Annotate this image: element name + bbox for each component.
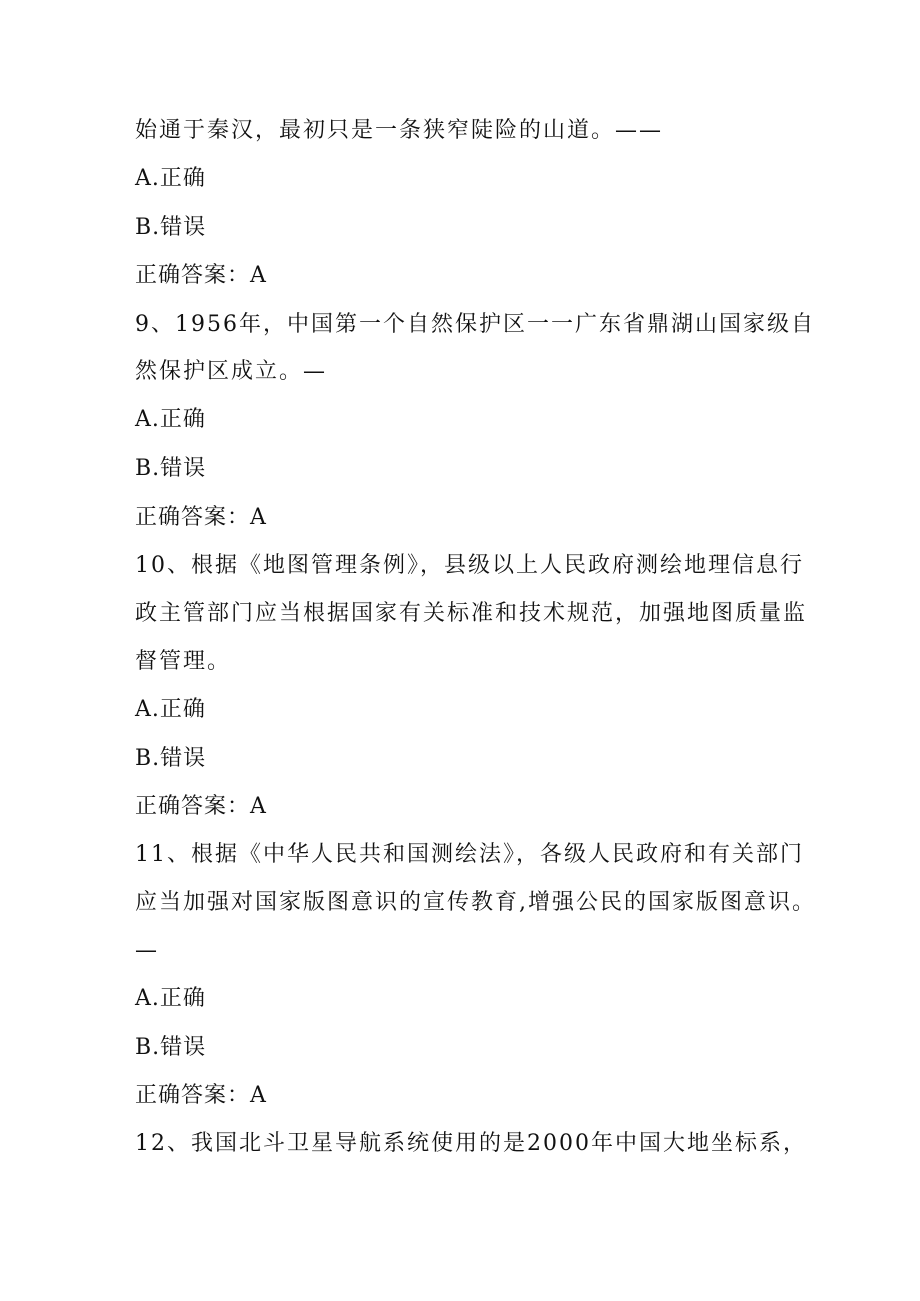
- question-text-line: 12、我国北斗卫星导航系统使用的是2000年中国大地坐标系，: [135, 1131, 807, 1156]
- correct-answer: 正确答案：A: [135, 1083, 267, 1108]
- question-text-line: 9、1956年，中国第一个自然保护区一一广东省鼎湖山国家级自: [135, 312, 815, 337]
- option-b: B.错误: [135, 1035, 207, 1060]
- correct-answer: 正确答案：A: [135, 263, 267, 288]
- option-a: A.正确: [135, 166, 206, 191]
- question-text-line: 11、根据《中华人民共和国测绘法》，各级人民政府和有关部门: [135, 842, 804, 867]
- option-a: A.正确: [135, 697, 206, 722]
- option-a: A.正确: [135, 986, 206, 1011]
- correct-answer: 正确答案：A: [135, 505, 267, 530]
- option-a: A.正确: [135, 407, 206, 432]
- question-text-line: 10、根据《地图管理条例》，县级以上人民政府测绘地理信息行: [135, 553, 804, 578]
- correct-answer: 正确答案：A: [135, 794, 267, 819]
- question-text-line: 始通于秦汉，最初只是一条狭窄陡险的山道。——: [135, 118, 664, 143]
- question-text-line: 应当加强对国家版图意识的宣传教育,增强公民的国家版图意识。: [135, 890, 816, 915]
- question-text-line: 督管理。: [135, 649, 232, 674]
- option-b: B.错误: [135, 746, 207, 771]
- question-text-line: —: [135, 938, 159, 963]
- question-text-line: 政主管部门应当根据国家有关标准和技术规范，加强地图质量监: [135, 601, 808, 626]
- option-b: B.错误: [135, 456, 207, 481]
- option-b: B.错误: [135, 215, 207, 240]
- question-text-line: 然保护区成立。—: [135, 359, 328, 384]
